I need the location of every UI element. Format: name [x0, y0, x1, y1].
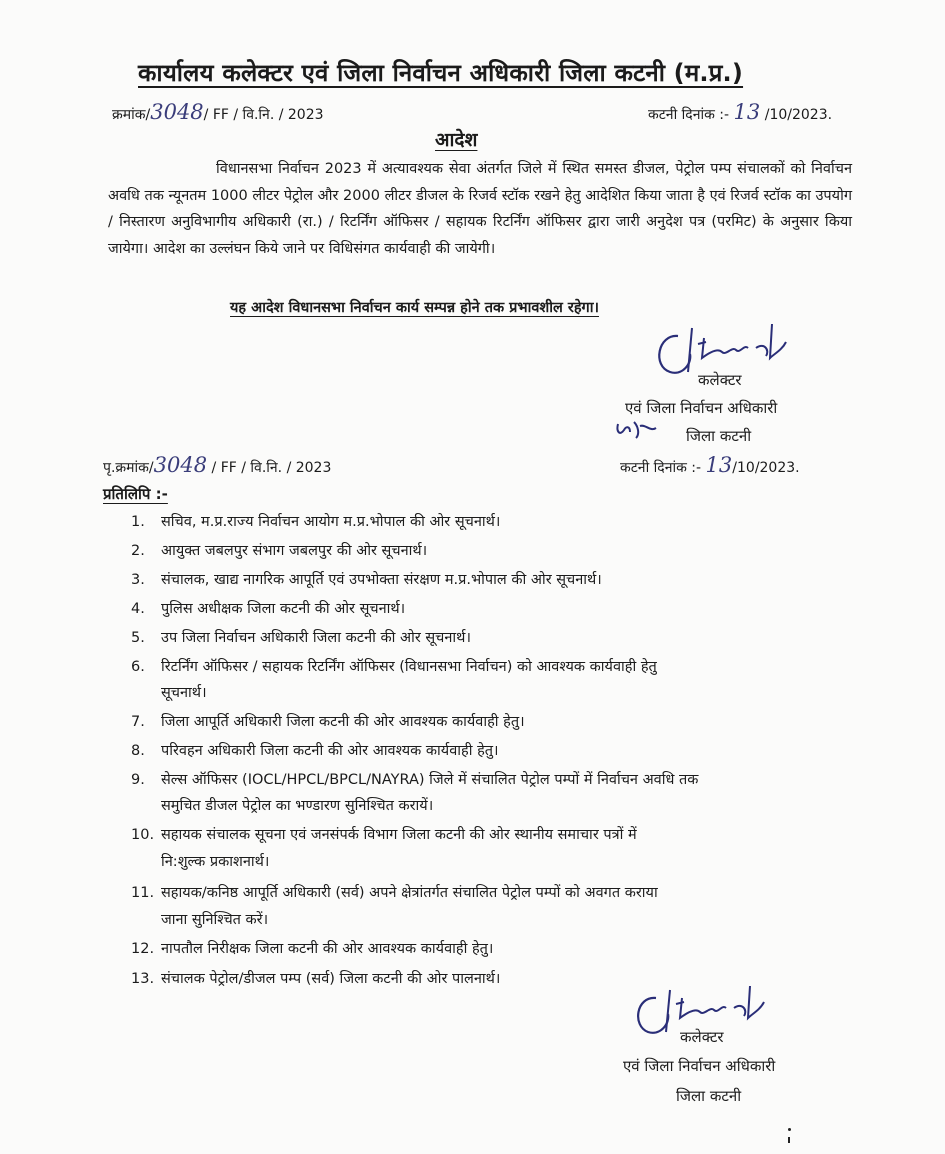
signature-2-line2: एवं जिला निर्वाचन अधिकारी: [623, 1057, 776, 1075]
list-item-text: नापतौल निरीक्षक जिला कटनी की ओर आवश्यक कार्यवाही हेतु।: [161, 941, 494, 957]
initials-mark: [612, 416, 660, 448]
endorsement-ref-prefix: पृ.क्रमांक/: [103, 460, 154, 476]
list-item-number: 10.: [131, 827, 155, 843]
validity-note: यह आदेश विधानसभा निर्वाचन कार्य सम्पन्न होने तक प्रभावशील रहेगा।: [230, 300, 599, 316]
list-item: [131, 511, 500, 531]
list-item-text: रिटर्निंग ऑफिसर / सहायक रिटर्निंग ऑफिसर (विधानसभा निर्वाचन) को आवश्यक कार्यवाही हेतु: [161, 659, 657, 675]
copy-heading: प्रतिलिपि :-: [103, 485, 168, 503]
list-item: [131, 627, 471, 647]
list-item: [131, 711, 525, 731]
endorsement-date-prefix: कटनी दिनांक :-: [620, 460, 702, 476]
list-item-text: सहायक संचालक सूचना एवं जनसंपर्क विभाग जिला कटनी की ओर स्थानीय समाचार पत्रों में: [161, 827, 637, 843]
list-item-number: 7.: [131, 714, 145, 730]
signature-2-designation: कलेक्टर: [680, 1028, 724, 1046]
list-item-number: 3.: [131, 572, 145, 588]
list-item-text: परिवहन अधिकारी जिला कटनी की ओर आवश्यक कार्यवाही हेतु।: [161, 743, 499, 759]
ref-prefix: क्रमांक/: [112, 107, 151, 123]
list-item-number: 5.: [131, 630, 145, 646]
list-item-number: 13.: [131, 971, 155, 987]
list-item-text: सचिव, म.प्र.राज्य निर्वाचन आयोग म.प्र.भोपाल की ओर सूचनार्थ।: [161, 514, 501, 530]
order-body-text: विधानसभा निर्वाचन 2023 में अत्यावश्यक सेवा अंतर्गत जिले में स्थित समस्त डीजल, पेट्रोल पम्प संचालकों को निर्वाचन अवधि तक न्यूनतम 1000 लीटर पेट्रोल और 2000 लीटर डीजल के रिजर्व स्टॉक रखने हेतु आदेशित किया जाता है एवं रिजर्व स्टॉक का उपयोग / निस्तारण अनुविभागीय अधिकारी (रा.) / रिटर्निंग ऑफिसर / सहायक रिटर्निंग ऑफिसर द्वारा जारी अनुदेश पत्र (परमिट) के अनुसार किया जायेगा। आदेश का उल्लंघन किये जाने पर विधिसंगत कार्यवाही की जायेगी।: [108, 161, 852, 257]
list-item-number: 6.: [131, 659, 145, 675]
ref-number-handwritten: 3048: [150, 100, 204, 124]
list-item: [131, 824, 637, 844]
list-item-continuation: नि:शुल्क प्रकाशनार्थ।: [161, 854, 270, 870]
list-item-number: 12.: [131, 941, 155, 957]
list-item: [131, 882, 658, 902]
endorsement-ref-number-handwritten: 3048: [153, 453, 208, 477]
endorsement-reference: [103, 453, 331, 477]
list-item: [131, 569, 602, 589]
endorsement-date-day-handwritten: 13: [705, 453, 733, 477]
date-suffix: /10/2023.: [764, 107, 833, 123]
date-prefix: कटनी दिनांक :-: [648, 107, 730, 123]
list-item-number: 11.: [131, 885, 155, 901]
list-item-continuation: जाना सुनिश्चित करें।: [161, 912, 269, 928]
endorsement-ref-suffix: / FF / वि.नि. / 2023: [211, 460, 332, 476]
signature-1-line2: एवं जिला निर्वाचन अधिकारी: [625, 399, 778, 417]
ink-dot: [788, 1128, 791, 1131]
list-item-continuation: सूचनार्थ।: [161, 685, 207, 701]
list-item: [131, 938, 493, 958]
list-item-text: सेल्स ऑफिसर (IOCL/HPCL/BPCL/NAYRA) जिले में संचालित पेट्रोल पम्पों में निर्वाचन अवधि तक: [161, 772, 699, 788]
ink-mark: [788, 1137, 790, 1143]
signature-1-line3: जिला कटनी: [686, 427, 752, 445]
order-body: [108, 156, 852, 262]
list-item: [131, 598, 405, 618]
order-heading: आदेश: [435, 129, 478, 151]
list-item-number: 9.: [131, 772, 145, 788]
list-item-text: संचालक, खाद्य नागरिक आपूर्ति एवं उपभोक्ता संरक्षण म.प्र.भोपाल की ओर सूचनार्थ।: [161, 572, 602, 588]
list-item-number: 2.: [131, 543, 145, 559]
endorsement-date-suffix: /10/2023.: [732, 460, 800, 476]
list-item-number: 8.: [131, 743, 145, 759]
list-item: [131, 968, 500, 988]
list-item: [131, 540, 427, 560]
office-title: कार्यालय कलेक्टर एवं जिला निर्वाचन अधिकारी जिला कटनी (म.प्र.): [138, 59, 744, 87]
ref-suffix: / FF / वि.नि. / 2023: [203, 107, 324, 123]
list-item-continuation: समुचित डीजल पेट्रोल का भण्डारण सुनिश्चित करायें।: [161, 798, 434, 814]
list-item-text: सहायक/कनिष्ठ आपूर्ति अधिकारी (सर्व) अपने क्षेत्रांतर्गत संचालित पेट्रोल पम्पों को अवगत कराया: [161, 885, 658, 901]
endorsement-date: [620, 453, 800, 477]
list-item-text: आयुक्त जबलपुर संभाग जबलपुर की ओर सूचनार्थ।: [161, 543, 428, 559]
list-item-text: पुलिस अधीक्षक जिला कटनी की ओर सूचनार्थ।: [161, 601, 406, 617]
list-item-number: 4.: [131, 601, 145, 617]
signature-1-designation: कलेक्टर: [698, 371, 742, 389]
list-item-text: उप जिला निर्वाचन अधिकारी जिला कटनी की ओर सूचनार्थ।: [161, 630, 471, 646]
list-item-number: 1.: [131, 514, 145, 530]
list-item-text: जिला आपूर्ति अधिकारी जिला कटनी की ओर आवश्यक कार्यवाही हेतु।: [161, 714, 525, 730]
date-day-handwritten: 13: [733, 100, 761, 124]
list-item-text: संचालक पेट्रोल/डीजल पम्प (सर्व) जिला कटनी की ओर पालनार्थ।: [161, 971, 501, 987]
signature-2-line3: जिला कटनी: [676, 1087, 742, 1105]
order-reference: [112, 100, 324, 124]
order-date: [648, 100, 832, 124]
list-item: [131, 740, 499, 760]
list-item: [131, 769, 698, 789]
list-item: [131, 656, 657, 676]
